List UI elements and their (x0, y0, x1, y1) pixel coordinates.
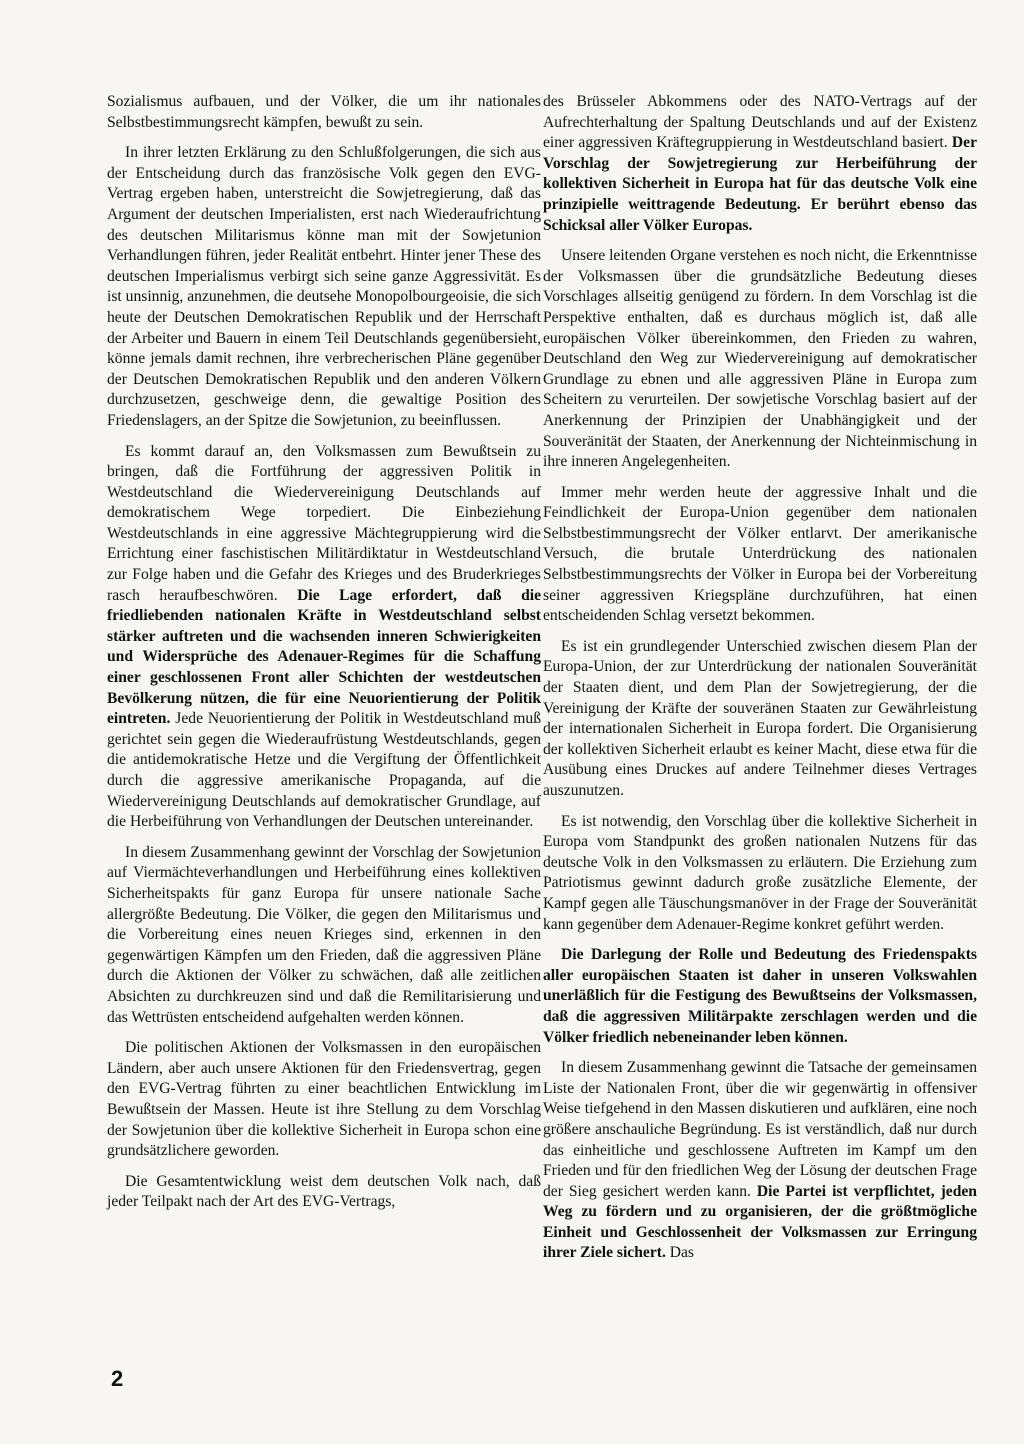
paragraph (543, 92, 977, 236)
text-run: Es kommt darauf an, den Volksmassen zum Bewußtsein zu bringen, daß die Fortführung der aggressiven Politik in Westdeutschland die Wiedervereinigung Deutschlands auf demokratischem Wege torpediert. Die Einbeziehung Westdeutschlands in eine aggressive Mächtegruppierung wird die Errichtung einer faschistischen Militärdiktatur in Westdeutschland zur Folge haben und die Gefahr des Krieges und des Bruderkrieges rasch heraufbeschwören. (107, 442, 541, 604)
left-column (107, 92, 541, 1223)
paragraph: Die Darlegung der Rolle und Bedeutung des Friedenspakts aller europäischen Staaten ist daher in unseren Volkswahlen unerläßlich für die Festigung des Bewußtseins der Volksmassen, daß die aggressiven Militärpakte zerschlagen werden und die Völker friedlich nebeneinander leben können. (543, 946, 977, 1046)
text-run: des Brüsseler Abkommens oder des NATO-Vertrags auf der Aufrechterhaltung der Spaltung Deutschlands und auf der Existenz einer aggressiven Kräftegruppierung in Westdeutschland basiert. (543, 93, 977, 152)
paragraph: Es ist notwendig, den Vorschlag über die kollektive Sicherheit in Europa vom Standpunkt des großen nationalen Nutzens für das deutsche Volk in den Volksmassen zu erläutern. Die Erziehung zum Patriotismus gewinnt dadurch große zusätzliche Elemente, der Kampf gegen alle Täuschungsmanöver in der Frage der Souveränität kann gegenüber dem Adenauer-Regime konkret geführt werden. (543, 812, 977, 933)
text-run: Jede Neuorientierung der Politik in Westdeutschland muß gerichtet sein gegen die Wiederaufrüstung Westdeutschlands, gegen die antidemokratische Hetze und die Vergiftung der Öffentlichkeit durch die aggressive amerikanische Propaganda, auf die Wiedervereinigung Deutschlands auf demokratischer Grundlage, auf die Herbeiführung von Verhandlungen der Deutschen untereinander. (107, 710, 542, 831)
text-run: Das (669, 1244, 695, 1262)
bold-text-run: Die Partei ist verpflichtet, jeden Weg zu fördern und zu organisieren, der die größtmögliche Einheit und Geschlossenheit der Volksmassen zur Erringung ihrer Ziele sichert. (543, 1182, 977, 1262)
paragraph: Sozialismus aufbauen, und der Völker, die um ihr nationales Selbstbestimmungsrecht kämpfen, bewußt zu sein. (107, 93, 541, 131)
text-run: In diesem Zusammenhang gewinnt die Tatsache der gemeinsamen Liste der Nationalen Front, über die wir gegenwärtig in offensiver Weise tiefgehend in den Massen diskutieren und aufklären, eine noch größere anschauliche Begründung. Es ist verständlich, daß nur durch das einheitliche und geschlossene Auftreten im Kampf um den Frieden und für den friedlichen Weg der Lösung der deutschen Frage der Sieg gesichert werden kann. (543, 1059, 977, 1200)
paragraph: Die politischen Aktionen der Volksmassen in den europäischen Ländern, aber auch unsere Aktionen für den Friedensvertrag, gegen den EVG-Vertrag führten zu einer beachtlichen Entwicklung im Bewußtsein der Massen. Heute ist ihre Stellung zu dem Vorschlag der Sowjetunion über die kollektive Sicherheit in Europa schon eine grundsätzlichere geworden. (107, 1039, 541, 1160)
paragraph: Die Gesamtentwicklung weist dem deutschen Volk nach, daß jeder Teilpakt nach der Art des EVG-Vertrags, (107, 1172, 541, 1211)
paragraph: Es ist ein grundlegender Unterschied zwischen diesem Plan der Europa-Union, der zur Unterdrückung der nationalen Souveränität der Staaten dient, und dem Plan der Sowjetregierung, der die Vereinigung der Kräfte der souveränen Staaten zur Gewährleistung der internationalen Sicherheit in Europa fordert. Die Organisierung der kollektiven Sicherheit erlaubt es keiner Macht, diese etwa für die Ausübung eines Druckes auf andere Teilnehmer dieses Vertrages auszunutzen. (543, 637, 977, 799)
paragraph (543, 1058, 977, 1264)
paragraph: In diesem Zusammenhang gewinnt der Vorschlag der Sowjetunion auf Viermächteverhandlungen und Herbeiführung eines kollektiven Sicherheitspakts für ganz Europa für unsere nationale Sache allergrößte Bedeutung. Die Völker, die gegen den Militarismus und die Vorbereitung eines neuen Krieges sind, erkennen in den gegenwärtigen Kämpfen um den Frieden, daß die aggressiven Pläne durch die Aktionen der Völker zu schwächen, daß alle zeitlichen Absichten zu durchkreuzen sind und daß die Remilitarisierung und das Wettrüsten entscheidend aufgehalten werden können. (107, 843, 541, 1026)
paragraph: Immer mehr werden heute der aggressive Inhalt und die Feindlichkeit der Europa-Union gegenüber dem nationalen Selbstbestimmungsrecht der Völker entlarvt. Der amerikanische Versuch, die brutale Unterdrückung des nationalen Selbstbestimmungsrechts der Völker in Europa bei der Vorbereitung seiner aggressiven Kriegspläne durchzuführen, hat einen entscheidenden Schlag versetzt bekommen. (543, 483, 977, 625)
bold-text-run: Die Lage erfordert, daß die friedliebenden nationalen Kräfte in Westdeutschland selbst stärker auftreten und die wachsenden inneren Schwierigkeiten und Widersprüche des Adenauer-Regimes für die Schaffung einer geschlossenen Front aller Schichten der westdeutschen Bevölkerung nützen, die für eine Neuorientierung der Politik eintreten. (107, 586, 542, 728)
right-column (543, 92, 977, 1274)
page-number: 2 (111, 1366, 124, 1391)
paragraph: In ihrer letzten Erklärung zu den Schlußfolgerungen, die sich aus der Entscheidung durch das französische Volk gegen den EVG-Vertrag ergeben haben, unterstreicht die Sowjetregierung, daß das Argument der deutschen Imperialisten, erst nach Wiederaufrichtung des deutschen Militarismus könne man mit der Sowjetunion Verhandlungen führen, jeder Realität entbehrt. Hinter jener These des deutschen Imperialismus verbirgt sich seine ganze Aggressivität. Es ist unsinnig, anzunehmen, die deutsehe Monopolbourgeoisie, die sich heute der Deutschen Demokratischen Republik und der Herrschaft der Arbeiter und Bauern in einem Teil Deutschlands gegenübersieht, könne jemals damit rechnen, ihre verbrecherischen Pläne gegenüber der Deutschen Demokratischen Republik und den anderen Völkern durchzusetzen, geschweige denn, die gewaltige Position des Friedenslagers, an der Spitze die Sowjetunion, zu beeinflussen. (107, 144, 541, 429)
paragraph (107, 442, 541, 833)
paragraph: Unsere leitenden Organe verstehen es noch nicht, die Erkenntnisse der Volksmassen über die grundsätzliche Bedeutung dieses Vorschlages allseitig genügend zu fördern. In dem Vorschlag ist die Perspektive enthalten, daß es durchaus möglich ist, daß alle europäischen Völker übereinkommen, den Frieden zu wahren, Deutschland den Weg zur Wiedervereinigung auf demokratischer Grundlage zu ebnen und alle aggressiven Pläne in Europa zum Scheitern zu verurteilen. Der sowjetische Vorschlag basiert auf der Anerkennung der Prinzipien der Unabhängigkeit und der Souveränität der Staaten, der Anerkennung der Nichteinmischung in ihre inneren Angelegenheiten. (543, 247, 977, 471)
bold-text-run: Der Vorschlag der Sowjetregierung zur Herbeiführung der kollektiven Sicherheit in Europa hat für das deutsche Volk eine prinzipielle weittragende Bedeutung. Er berührt ebenso das Schicksal aller Völker Europas. (543, 134, 977, 234)
